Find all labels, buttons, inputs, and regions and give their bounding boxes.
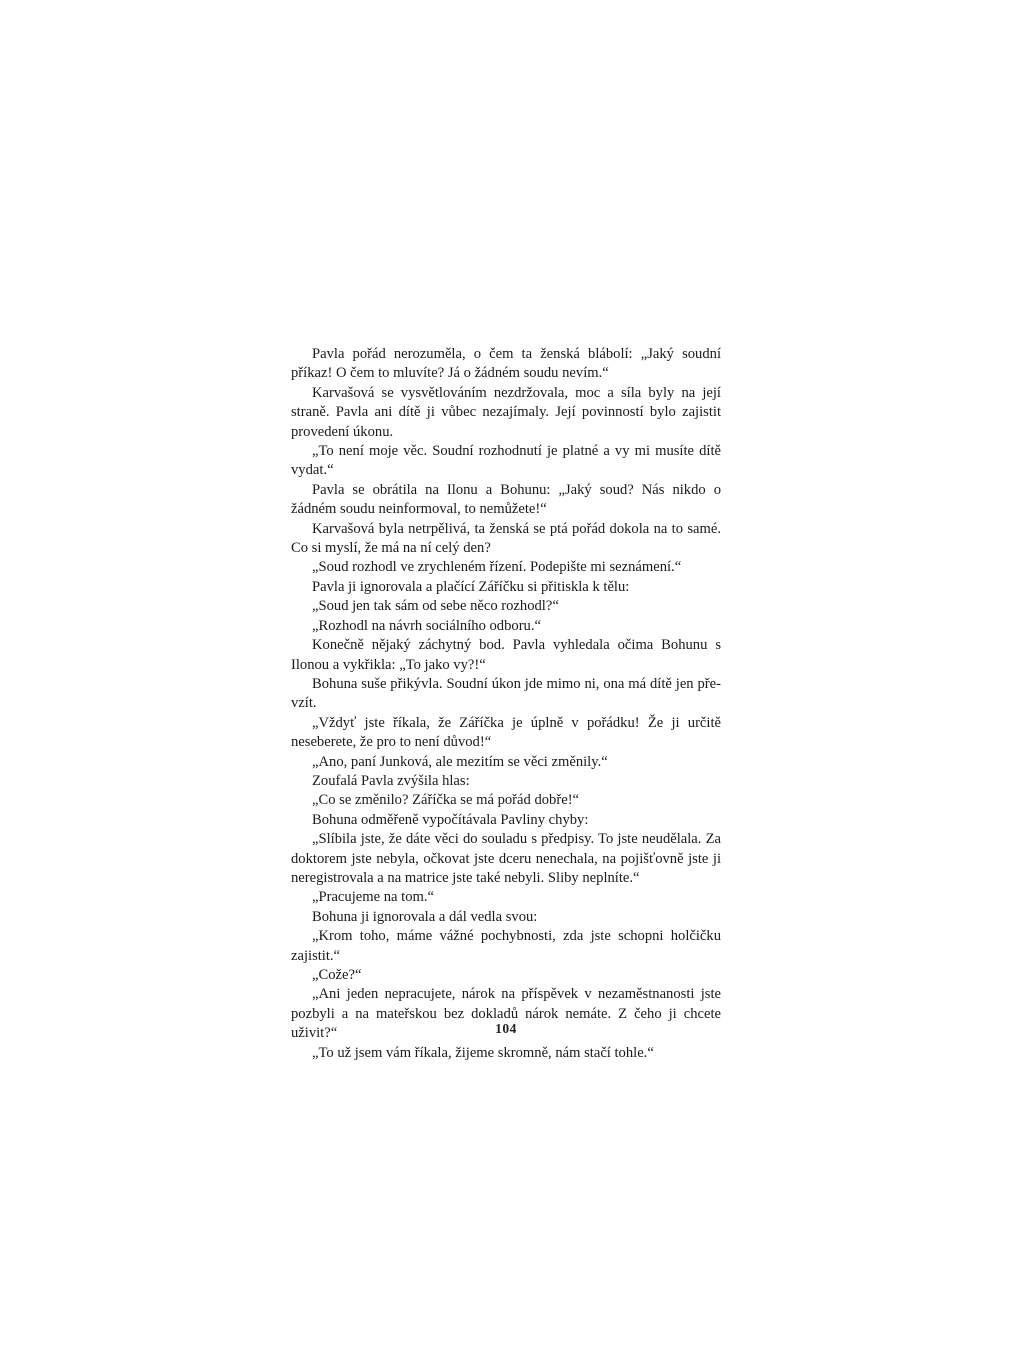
paragraph: „Krom toho, máme vážné pochybnosti, zda jste schopni holčičku zajistit.“ [291,928,721,964]
paragraph: „Cože?“ [312,967,362,983]
paragraph: Pavla pořád nerozuměla, o čem ta ženská blábolí: „Jaký soudní příkaz! O čem to mluvíte? Já o žádném soudu nevím.“ [291,346,721,382]
paragraph: Konečně nějaký záchytný bod. Pavla vyhledala očima Bohunu s Ilonou a vykřikla: „To jako vy?!“ [291,637,721,673]
paragraph: „Slíbila jste, že dáte věci do souladu s předpisy. To jste neudělala. Za doktorem jste nebyla, očkovat jste dceru nenechala, na pojišťovně jste ji neregistrovala a na matrice jste také nebyli. Sliby neplníte.“ [291,831,721,886]
paragraph: Pavla ji ignorovala a plačící Záříčku si přitiskla k tělu: [312,578,630,595]
paragraph: „Ani jeden nepracujete, nárok na příspěvek v nezaměstnanosti jste pozbyli a na mateřskou bez dokladů nárok nemáte. Z čeho ji chcete uživit?“ [291,986,721,1042]
paragraph: Bohuna odměřeně vypočítávala Pavliny chyby: [312,811,589,828]
paragraph: „To už jsem vám říkala, žijeme skromně, nám stačí tohle.“ [312,1044,654,1061]
paragraph: „To není moje věc. Soudní rozhodnutí je platné a vy mi musíte dítě vydat.“ [291,443,721,479]
paragraph: „Soud jen tak sám od sebe něco rozhodl?“ [312,598,559,615]
page-number: 104 [495,1021,517,1036]
paragraph: „Co se změnilo? Záříčka se má pořád dobře!“ [312,792,580,809]
paragraph: „Pracujeme na tom.“ [312,889,434,906]
paragraph: Bohuna suše přikývla. Soudní úkon jde mimo ni, ona má dítě jen převzít. [291,675,721,712]
paragraph: „Rozhodl na návrh sociálního odboru.“ [312,617,541,634]
page-body [291,345,721,1063]
paragraph: Karvašová se vysvětlováním nezdržovala, moc a síla byly na její straně. Pavla ani dítě ji vůbec nezajímaly. Její povinností bylo zajistit provedení úkonu. [291,384,721,440]
paragraph: Karvašová byla netrpělivá, ta ženská se ptá pořád dokola na to samé. Co si myslí, že má na ní celý den? [291,520,721,557]
paragraph: „Soud rozhodl ve zrychleném řízení. Podepište mi seznámení.“ [312,559,682,576]
paragraph: Zoufalá Pavla zvýšila hlas: [312,772,470,789]
paragraph: „Vždyť jste říkala, že Záříčka je úplně v pořádku! Že ji určitě neseberete, že pro to není důvod!“ [291,714,721,751]
paragraph: Bohuna ji ignorovala a dál vedla svou: [312,908,538,925]
paragraph: „Ano, paní Junková, ale mezitím se věci změnily.“ [312,753,608,770]
paragraph: Pavla se obrátila na Ilonu a Bohunu: „Jaký soud? Nás nikdo o žádném soudu neinformoval, to nemůžete!“ [291,481,721,518]
